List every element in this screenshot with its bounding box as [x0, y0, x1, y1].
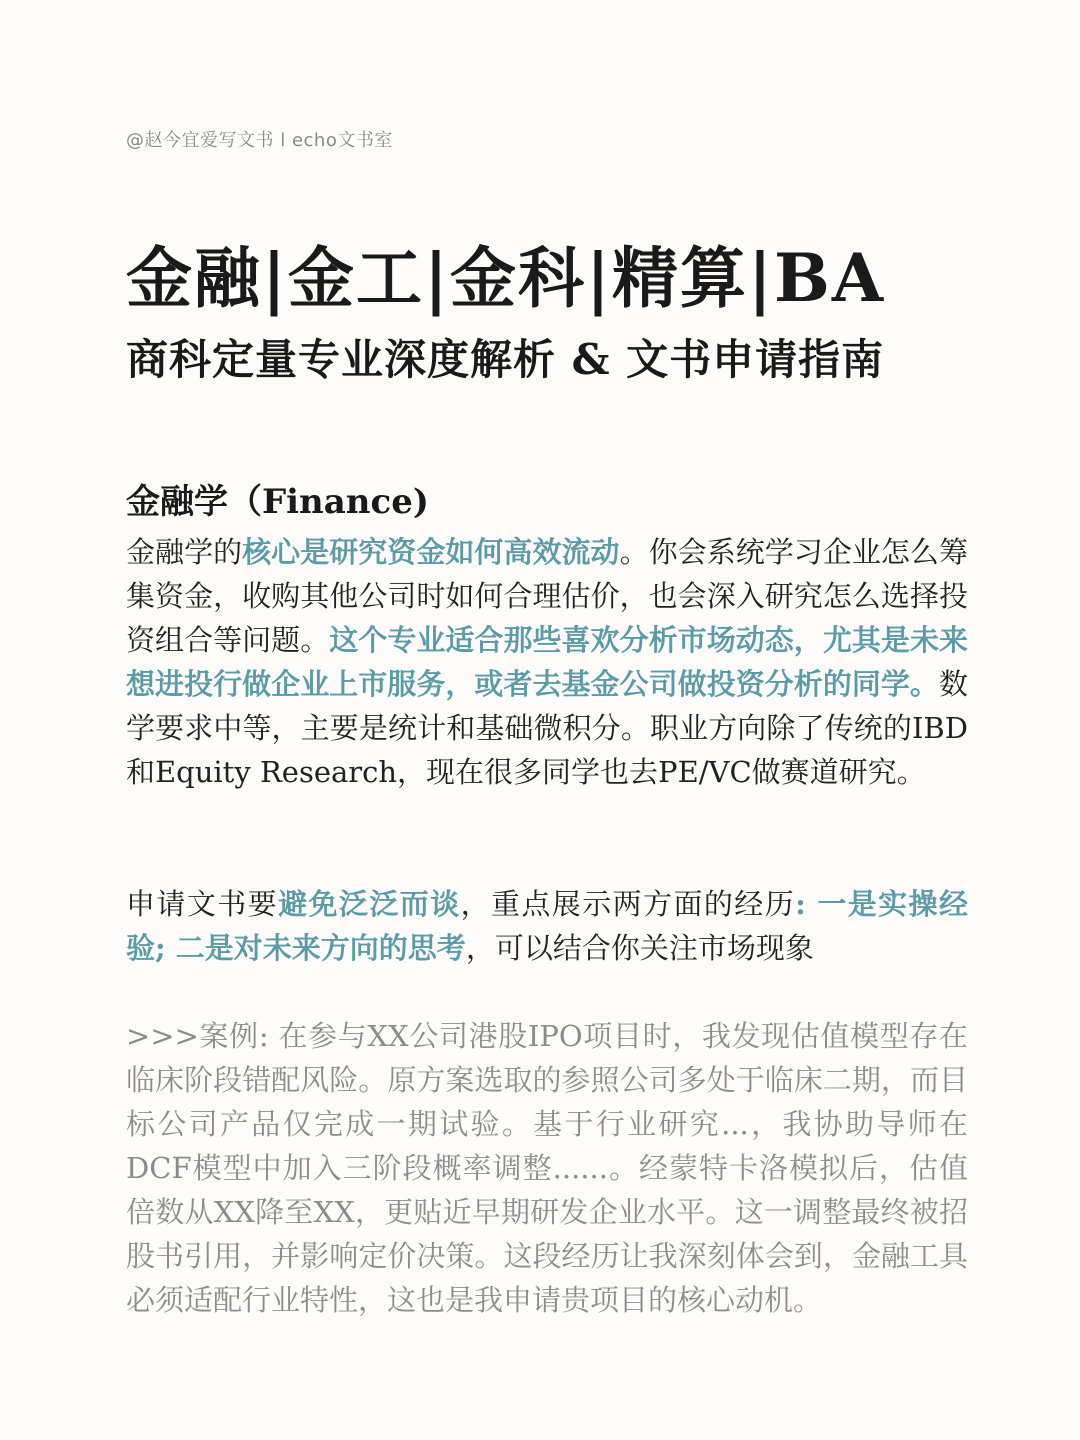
highlight-run: 核心是研究资金如何高效流动 [242, 535, 620, 569]
text-run: 金融学的 [126, 535, 243, 569]
page-title: 金融|金工|金科|精算|BA [126, 239, 886, 317]
highlight-run: 这个专业适合那些喜欢分析市场动态，尤其是未来想进投行做企业上市服务，或者去基金公司做投资分析的同学。 [126, 623, 968, 701]
highlight-run: 避免泛泛而谈 [278, 887, 461, 921]
finance-intro-paragraph [126, 530, 968, 794]
case-example-paragraph: >>>案例: 在参与XX公司港股IPO项目时，我发现估值模型存在临床阶段错配风险。原方案选取的参照公司多处于临床二期，而目标公司产品仅完成一期试验。基于行业研究...，我协助导师在DCF模型中加入三阶段概率调整......。经蒙特卡洛模拟后，估值倍数从XX降至XX，更贴近早期研发企业水平。这一调整最终被招股书引用，并影响定价决策。这段经历让我深刻体会到，金融工具必须适配行业特性，这也是我申请贵项目的核心动机。 [126, 1019, 968, 1317]
text-run: 。你会系统学习企业怎么筹集资金，收购其他公司时如何合理估价，也会深入研究怎么选择投资组合等问题。 [126, 535, 968, 657]
essay-advice-paragraph [126, 882, 968, 970]
text-run: 数学要求中等，主要是统计和基础微积分。职业方向除了传统的IBD和Equity Research，现在很多同学也去PE/VC做赛道研究。 [126, 667, 968, 789]
page-subtitle: 商科定量专业深度解析 & 文书申请指南 [126, 335, 885, 384]
highlight-run: : 一是实操经验; 二是对未来方向的思考 [126, 887, 968, 965]
text-run: ，重点展示两方面的经历 [460, 887, 796, 921]
text-run: ，可以结合你关注市场现象 [465, 931, 814, 965]
author-watermark: @赵今宜爱写文书 l echo文书室 [126, 130, 393, 151]
text-run: 申请文书要 [126, 887, 279, 921]
section-heading: 金融学（Finance) [126, 482, 429, 522]
